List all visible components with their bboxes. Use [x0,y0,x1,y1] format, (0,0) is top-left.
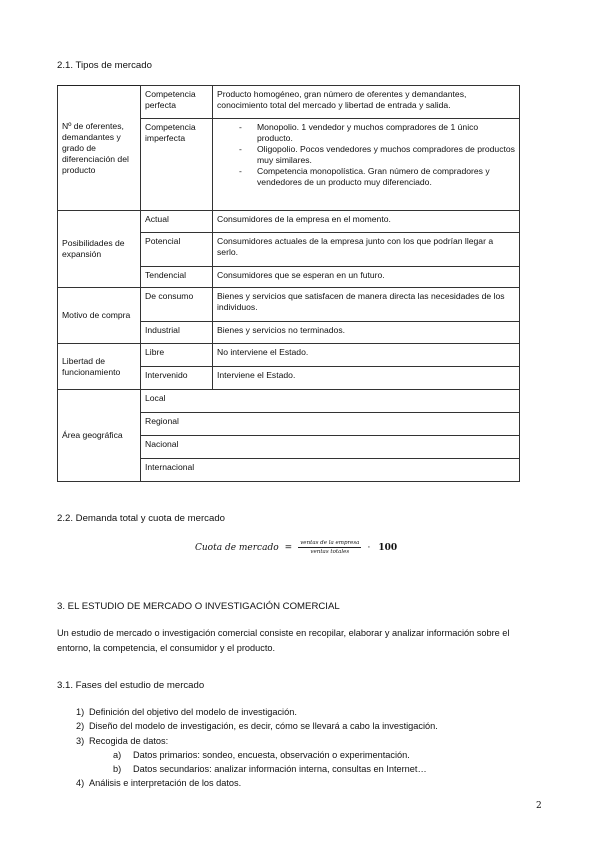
type-industrial: Industrial [141,322,213,344]
formula-fraction [298,540,361,555]
category-motivo: Motivo de compra [58,288,141,344]
section-3-heading: 3. EL ESTUDIO DE MERCADO O INVESTIGACIÓN COMERCIAL [57,601,340,612]
type-imperfecta: Competencia imperfecta [141,119,213,211]
list-item [57,719,438,733]
type-libre: Libre [141,344,213,367]
desc-actual: Consumidores de la empresa en el momento. [213,211,520,233]
desc-consumo: Bienes y servicios que satisfacen de manera directa las necesidades de los individuos. [213,288,520,322]
desc-potencial: Consumidores actuales de la empresa junto con los que podrían llegar a serlo. [213,233,520,267]
type-potencial: Potencial [141,233,213,267]
step-text: Definición del objetivo del modelo de investigación. [89,707,297,717]
list-item [89,748,438,762]
step-number: 1) [76,707,85,717]
type-actual: Actual [141,211,213,233]
page-number: 2 [536,801,542,811]
step-number: 2) [76,721,85,732]
step-text: Diseño del modelo de investigación, es decir, cómo se llevará a cabo la investigación. [89,721,438,732]
formula-lhs: Cuota de mercado [195,542,279,553]
step-number: 4) [76,778,85,789]
category-expansion: Posibilidades de expansión [58,211,141,288]
desc-industrial: Bienes y servicios no terminados. [213,322,520,344]
desc-imperfecta [213,119,520,211]
list-item [57,734,438,777]
substep-text: Datos primarios: sondeo, encuesta, observación o experimentación. [133,749,410,760]
market-share-formula [195,540,397,555]
section-3-paragraph: Un estudio de mercado o investigación comercial consiste en recopilar, elaborar y analizar información sobre el entorno, la competencia, el consumidor y el producto. [57,628,510,653]
list-item [89,762,438,776]
list-item [57,776,438,790]
desc-perfecta: Producto homogéneo, gran número de oferentes y demandantes, conocimiento total del mercado y libertad de entrada y salida. [213,86,520,119]
formula-factor: 100 [378,542,398,553]
section-2-1-heading: 2.1. Tipos de mercado [57,60,152,71]
desc-libre: No interviene el Estado. [213,344,520,367]
area-internacional: Internacional [141,459,520,482]
formula-times: · [367,542,371,553]
formula-equals: = [284,542,293,553]
formula-numerator: ventas de la empresa [300,540,360,546]
market-types-table [57,85,520,482]
step-text: Análisis e interpretación de los datos. [89,778,242,789]
phases-list [57,705,438,791]
substep-letter: a) [113,749,122,760]
section-3-1-heading: 3.1. Fases del estudio de mercado [57,680,205,691]
data-collection-sublist [89,748,438,777]
desc-intervenido: Interviene el Estado. [213,367,520,390]
type-intervenido: Intervenido [141,367,213,390]
bullet-monopolio: - Monopolio. 1 vendedor y muchos compradores de 1 único producto. [257,122,515,144]
list-item [57,705,438,719]
step-text: Recogida de datos: [89,735,169,746]
area-nacional: Nacional [141,436,520,459]
formula-denominator: ventas totales [310,549,350,555]
desc-tendencial: Consumidores que se esperan en un futuro. [213,267,520,288]
substep-text: Datos secundarios: analizar información interna, consultas en Internet… [133,764,427,775]
type-consumo: De consumo [141,288,213,322]
type-perfecta: Competencia perfecta [141,86,213,119]
step-number: 3) [76,735,85,746]
area-regional: Regional [141,413,520,436]
area-local: Local [141,390,520,413]
category-libertad: Libertad de funcionamiento [58,344,141,390]
bullet-oligopolio: - Oligopolio. Pocos vendedores y muchos compradores de productos muy similares. [257,144,515,166]
type-tendencial: Tendencial [141,267,213,288]
category-oferentes: Nº de oferentes, demandantes y grado de diferenciación del producto [58,86,141,211]
section-2-2-heading: 2.2. Demanda total y cuota de mercado [57,513,225,524]
substep-letter: b) [113,764,122,775]
category-area: Área geográfica [58,390,141,482]
bullet-monopolistica: - Competencia monopolística. Gran número de compradores y vendedores de un producto muy diferenciado. [257,166,515,188]
